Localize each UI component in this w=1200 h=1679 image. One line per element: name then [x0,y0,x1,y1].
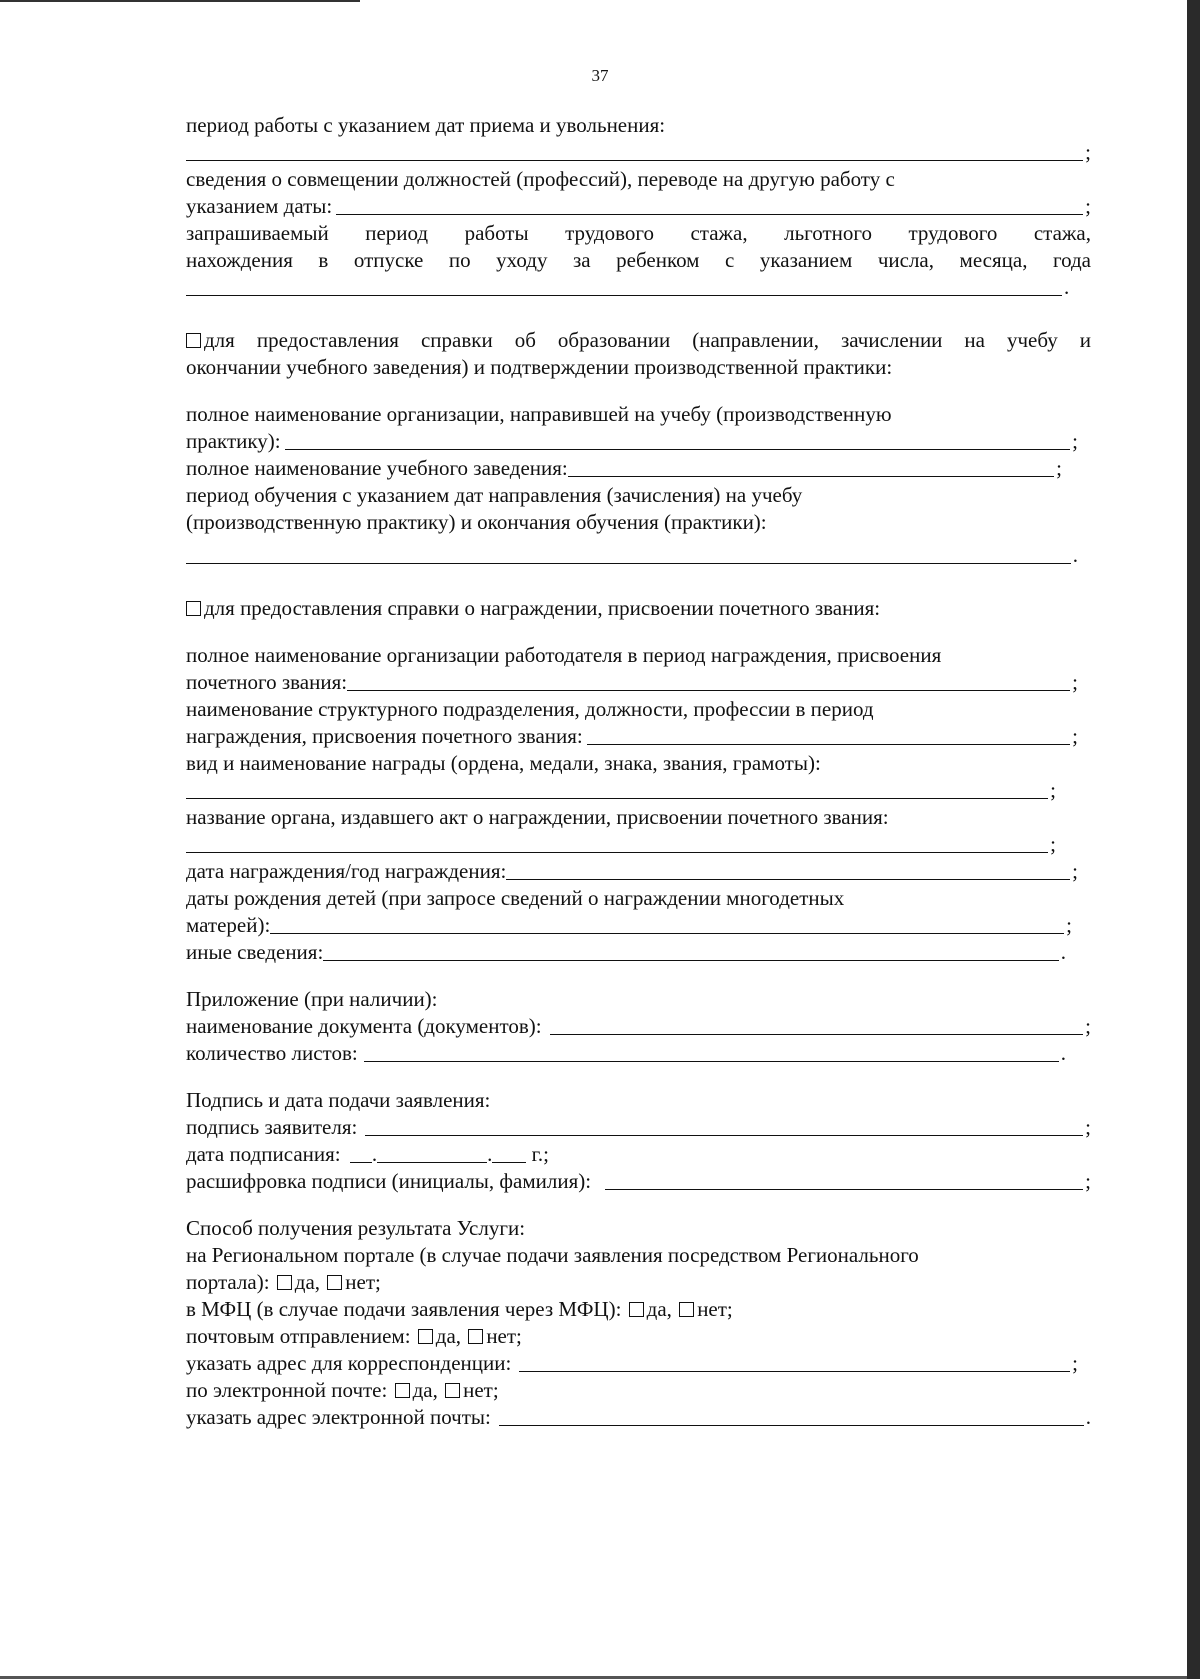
children-field[interactable] [270,914,1064,934]
period: . [1085,1405,1091,1429]
award-date-field[interactable] [506,860,1070,880]
period: . [1064,275,1070,299]
portal-label: на Региональном портале (в случае подачи заявления посредством Регионального [186,1243,919,1267]
email-yes-checkbox[interactable] [395,1383,410,1398]
mfc-yes-checkbox[interactable] [629,1302,644,1317]
semicolon: ; [1085,1115,1091,1139]
other-label: иные сведения: [186,940,324,964]
yes-label: да, [294,1270,321,1294]
sheets-row [186,1040,1066,1067]
combination-label-2: указанием даты: [186,194,333,218]
period: . [1060,1041,1066,1065]
email-no-checkbox[interactable] [445,1383,460,1398]
semicolon: ; [1085,140,1091,164]
authority-field[interactable] [186,833,1048,853]
semicolon: ; [1072,724,1078,748]
other-field[interactable] [323,941,1058,961]
scan-edge-right [1187,0,1200,1679]
email-row [186,1404,1091,1431]
semicolon: ; [1085,1169,1091,1193]
sign-field[interactable] [365,1116,1083,1136]
no-label: нет; [486,1324,522,1348]
unit-label: наименование структурного подразделения, должности, профессии в период [186,697,874,721]
yes-label: да, [435,1324,462,1348]
education-org-label: полное наименование организации, направившей на учебу (производственную [186,402,892,426]
semicolon: ; [1072,1351,1078,1375]
requested-period-field[interactable] [186,276,1062,296]
children-row [186,912,1072,939]
sign-date-label: дата подписания: [186,1142,341,1166]
award-type-field[interactable] [186,779,1048,799]
children-label-2: матерей): [186,913,271,937]
decoding-label: расшифровка подписи (инициалы, фамилия): [186,1169,592,1193]
mail-label: почтовым отправлением: [186,1324,411,1348]
attachment-title: Приложение (при наличии): [186,987,438,1011]
sign-label: подпись заявителя: [186,1115,358,1139]
education-org-field[interactable] [285,430,1071,450]
unit-label-2: награждения, присвоения почетного звания: [186,724,583,748]
address-row [186,1350,1078,1377]
period: . [1060,940,1066,964]
sign-date-row [186,1141,1091,1168]
education-org-label-2: практику): [186,429,281,453]
study-period-label: период обучения с указанием дат направления (зачисления) на учебу [186,483,803,507]
mail-no-checkbox[interactable] [468,1329,483,1344]
page-number: 37 [591,66,609,85]
result-title: Способ получения результата Услуги: [186,1216,526,1240]
address-field[interactable] [519,1352,1070,1372]
education-checkbox[interactable] [186,333,201,348]
sheets-label: количество листов: [186,1041,358,1065]
doc-name-label: наименование документа (документов): [186,1014,542,1038]
combination-label: сведения о совмещении должностей (профессий), переводе на другую работу с [186,167,895,191]
dot: . [487,1142,493,1166]
mail-options [186,1323,1091,1350]
requested-period-row [186,274,1089,301]
no-label: нет; [345,1270,381,1294]
address-label: указать адрес для корреспонденции: [186,1351,512,1375]
no-label: нет; [697,1297,733,1321]
semicolon: ; [1056,456,1062,480]
employment-period-label: период работы с указанием дат приема и увольнения: [186,113,666,137]
no-label: нет; [463,1378,499,1402]
education-checkbox-label: для предоставления справки об образовании (направлении, зачислении на учебу и [204,328,1091,352]
study-period-label-2: (производственную практику) и окончания обучения (практики): [186,510,767,534]
semicolon: ; [1072,859,1078,883]
employer-label-2: почетного звания: [186,670,348,694]
period: . [1072,543,1078,567]
sign-month-field[interactable] [377,1143,487,1163]
email-label: указать адрес электронной почты: [186,1405,491,1429]
mfc-label: в МФЦ (в случае подачи заявления через МФЦ): [186,1297,622,1321]
email-field[interactable] [499,1406,1084,1426]
combination-row [186,193,1091,220]
semicolon: ; [1072,670,1078,694]
application-form [186,112,1091,1431]
award-type-row [186,777,1056,804]
sheets-field[interactable] [364,1042,1059,1062]
institution-label: полное наименование учебного заведения: [186,456,568,480]
study-period-row [186,542,1078,569]
unit-field[interactable] [587,725,1070,745]
mfc-no-checkbox[interactable] [679,1302,694,1317]
portal-label-2: портала): [186,1270,270,1294]
children-label: даты рождения детей (при запросе сведений о награждении многодетных [186,886,845,910]
requested-period-label: запрашиваемый период работы трудового стажа, льготного трудового стажа, [186,221,1091,245]
requested-period-label-2: нахождения в отпуске по уходу за ребенком с указанием числа, месяца, года [186,248,1091,272]
decoding-row [186,1168,1091,1195]
doc-name-row [186,1013,1091,1040]
doc-name-field[interactable] [550,1015,1084,1035]
authority-row [186,831,1056,858]
combination-field[interactable] [336,195,1083,215]
semicolon: ; [1050,832,1056,856]
portal-yes-checkbox[interactable] [277,1275,292,1290]
portal-options [186,1269,1091,1296]
institution-row [186,455,1062,482]
authority-label: название органа, издавшего акт о награждении, присвоении почетного звания: [186,805,889,829]
semicolon: ; [1050,778,1056,802]
employer-label: полное наименование организации работодателя в период награждения, присвоения [186,643,942,667]
award-type-label: вид и наименование награды (ордена, медали, знака, звания, грамоты): [186,751,821,775]
education-checkbox-label-2: окончании учебного заведения) и подтверждении производственной практики: [186,355,893,379]
year-suffix: г.; [531,1142,549,1166]
education-org-row [186,428,1078,455]
semicolon: ; [1085,194,1091,218]
mail-yes-checkbox[interactable] [418,1329,433,1344]
employment-period-row [186,139,1091,166]
sign-day-field[interactable] [350,1143,372,1163]
education-checkbox-row [186,327,1091,354]
signature-title: Подпись и дата подачи заявления: [186,1088,491,1112]
institution-field[interactable] [568,457,1054,477]
employer-field[interactable] [347,671,1070,691]
award-checkbox-label: для предоставления справки о награждении, присвоении почетного звания: [204,596,881,620]
dot: . [371,1142,378,1166]
scan-edge-top [0,0,360,2]
email-options [186,1377,1091,1404]
yes-label: да, [412,1378,438,1402]
other-row [186,939,1066,966]
semicolon: ; [1072,429,1078,453]
award-date-label: дата награждения/год награждения: [186,859,507,883]
study-period-field[interactable] [186,544,1071,564]
portal-no-checkbox[interactable] [327,1275,342,1290]
semicolon: ; [1066,913,1072,937]
unit-row [186,723,1078,750]
employer-row [186,669,1078,696]
award-checkbox[interactable] [186,601,201,616]
email-opt-label: по электронной почте: [186,1378,388,1402]
yes-label: да, [646,1297,672,1321]
sign-year-field[interactable] [492,1143,526,1163]
award-checkbox-row [186,595,1091,622]
semicolon: ; [1085,1014,1091,1038]
award-date-row [186,858,1078,885]
sign-row [186,1114,1091,1141]
mfc-options [186,1296,1091,1323]
decoding-field[interactable] [605,1170,1083,1190]
employment-period-field[interactable] [186,141,1083,161]
